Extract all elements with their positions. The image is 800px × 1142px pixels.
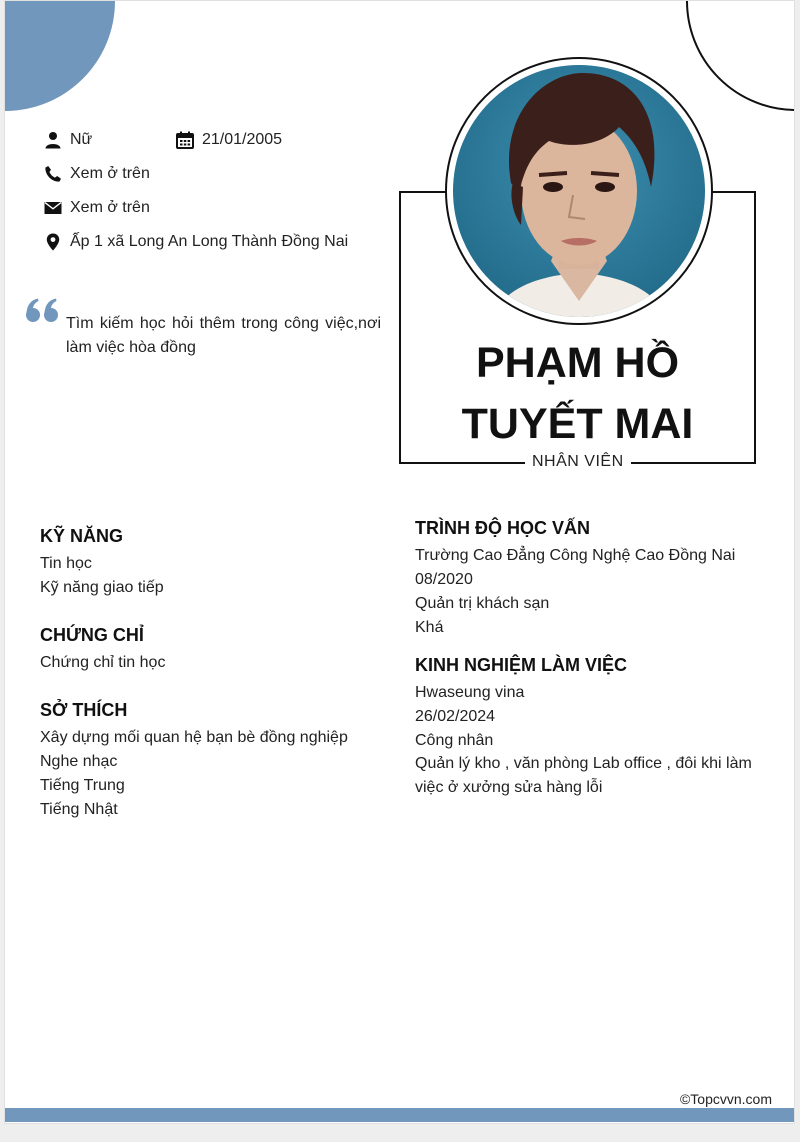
calendar-icon xyxy=(176,131,194,149)
hobbies-heading: SỞ THÍCH xyxy=(40,700,128,720)
certificate-item: Chứng chỉ tin học xyxy=(40,654,166,671)
gender-row xyxy=(44,131,92,149)
education-major: Quản trị khách sạn xyxy=(415,595,550,612)
user-icon xyxy=(44,131,62,149)
experience-description: Quản lý kho , văn phòng Lab office , đôi khi làm việc ở xưởng sửa hàng lỗi xyxy=(415,755,752,796)
birthdate-value: 21/01/2005 xyxy=(202,131,283,148)
education-grade: Khá xyxy=(415,619,444,636)
education-heading: TRÌNH ĐỘ HỌC VẤN xyxy=(415,518,590,538)
address-row xyxy=(44,233,348,251)
name-line-2: TUYẾT MAI xyxy=(461,400,694,448)
hobby-item: Nghe nhạc xyxy=(40,753,118,770)
birthdate-row xyxy=(176,131,282,149)
hobby-item: Xây dựng mối quan hệ bạn bè đồng nghiệp xyxy=(40,729,348,746)
name-line-1: PHẠM HỒ xyxy=(475,339,680,387)
email-row xyxy=(44,199,150,217)
experience-date: 26/02/2024 xyxy=(415,708,496,725)
envelope-icon xyxy=(44,199,62,217)
email-value: Xem ở trên xyxy=(70,199,150,216)
full-name xyxy=(401,333,754,455)
hobby-item: Tiếng Nhật xyxy=(40,801,118,818)
address-value: Ấp 1 xã Long An Long Thành Đồng Nai xyxy=(70,233,349,250)
skills-heading: KỸ NĂNG xyxy=(40,526,124,546)
avatar xyxy=(445,57,713,325)
hobby-item: Tiếng Trung xyxy=(40,777,125,794)
experience-heading: KINH NGHIỆM LÀM VIỆC xyxy=(415,655,628,675)
gender-value: Nữ xyxy=(70,131,93,148)
skill-item: Kỹ năng giao tiếp xyxy=(40,579,164,596)
experience-role: Công nhân xyxy=(415,732,494,749)
phone-icon xyxy=(44,165,62,183)
quote-icon xyxy=(25,297,61,325)
certificates-heading: CHỨNG CHỈ xyxy=(40,625,144,645)
phone-row xyxy=(44,165,150,183)
education-date: 08/2020 xyxy=(415,571,473,588)
phone-value: Xem ở trên xyxy=(70,165,150,182)
resume-page xyxy=(4,0,795,1124)
map-pin-icon xyxy=(44,233,62,251)
avatar-portrait xyxy=(453,65,705,317)
job-position: NHÂN VIÊN xyxy=(525,453,631,471)
bottom-accent-bar xyxy=(5,1108,795,1122)
copyright-text: ©Topcvvn.com xyxy=(679,1091,772,1107)
decor-circle-top-left xyxy=(4,0,115,111)
skill-item: Tin học xyxy=(40,555,92,572)
career-objective: Tìm kiếm học hỏi thêm trong công việc,nơi làm việc hòa đồng xyxy=(66,315,381,356)
education-school: Trường Cao Đẳng Công Nghệ Cao Đồng Nai xyxy=(415,547,736,564)
experience-company: Hwaseung vina xyxy=(415,684,525,701)
